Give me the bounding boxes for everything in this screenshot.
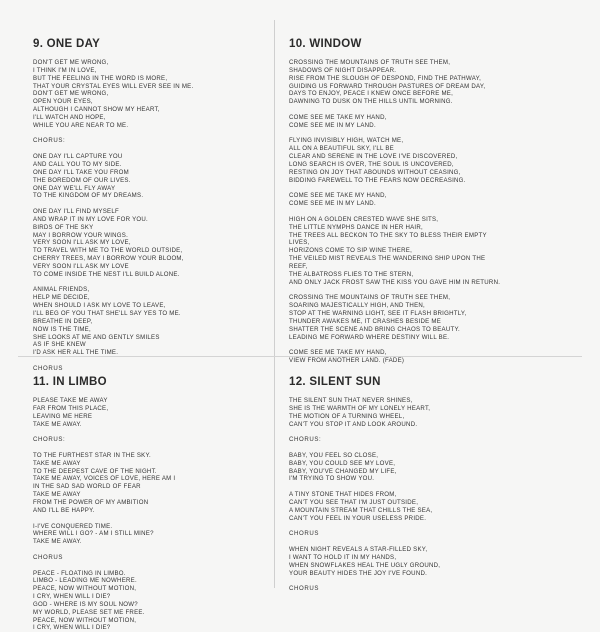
lyric-line: TO THE FURTHEST STAR IN THE SKY.: [33, 451, 151, 459]
stanza-gap: [289, 577, 589, 585]
lyric-line: THE SILENT SUN THAT NEVER SHINES,: [289, 397, 413, 404]
lyric-line: THE VEILED MIST REVEALS THE WANDERING SHIP UPON THE: [289, 255, 486, 263]
lyric-line: TAKE ME AWAY, VOICES OF LOVE, HERE AM I: [33, 475, 176, 483]
lyric-line: VIEW FROM ANOTHER LAND. (FADE): [289, 357, 405, 365]
stanza-gap: [289, 428, 589, 436]
song-lyrics: [33, 397, 269, 632]
lyric-line: THE TREES ALL BECKON TO THE SKY TO BLESS THEIR EMPTY: [289, 231, 487, 239]
lyric-line: NOW IS THE TIME,: [33, 325, 91, 333]
lyric-line: TAKE ME AWAY.: [33, 420, 82, 428]
lyric-line: LEAVING ME HERE: [33, 412, 93, 420]
column-divider: [274, 20, 275, 588]
lyric-line: PLEASE TAKE ME AWAY: [33, 397, 108, 404]
lyric-line: AS IF SHE KNEW: [33, 341, 86, 349]
lyric-line: I'LL BEG OF YOU THAT SHE'LL SAY YES TO ME.: [33, 310, 181, 317]
stanza-gap: [33, 515, 269, 523]
stanza-gap: [289, 341, 589, 349]
lyric-line: DON'T GET ME WRONG,: [33, 59, 109, 66]
lyric-line: WHILE YOU ARE NEAR TO ME.: [33, 121, 129, 129]
lyric-line: TO THE KINGDOM OF MY DREAMS.: [33, 192, 144, 200]
lyric-line: LIVES,: [289, 239, 310, 247]
lyric-line: RESTING ON JOY THAT ABOUNDS WITHOUT CEASING,: [289, 168, 461, 176]
lyric-line: COME SEE ME TAKE MY HAND,: [289, 192, 387, 200]
lyric-line: SHADOWS OF NIGHT DISAPPEAR.: [289, 66, 397, 74]
lyric-line: THUNDER AWAKES ME, IT CRASHES BESIDE ME: [289, 317, 442, 325]
lyric-line: I THINK I'M IN LOVE,: [33, 66, 97, 74]
lyric-line: GOD - WHERE IS MY SOUL NOW?: [33, 600, 138, 608]
stanza-gap: [33, 428, 269, 436]
song-title: 9. ONE DAY: [33, 38, 101, 50]
lyric-line: PEACE - FLOATING IN LIMBO.: [33, 569, 126, 577]
lyric-line: ANIMAL FRIENDS,: [33, 286, 90, 294]
lyric-line: LIMBO - LEADING ME NOWHERE.: [33, 577, 137, 585]
lyric-line: I'M TRYING TO SHOW YOU.: [289, 475, 375, 483]
lyric-line: PEACE, NOW WITHOUT MOTION,: [33, 585, 137, 593]
chorus-label: CHORUS: [33, 553, 64, 561]
lyric-line: THE ALBATROSS FLIES TO THE STERN,: [289, 270, 414, 278]
lyric-line: HELP ME DECIDE,: [33, 294, 90, 302]
lyric-line: MAY I BORROW YOUR WINGS.: [33, 231, 129, 239]
lyric-line: I CRY, WHEN WILL I DIE?: [33, 593, 111, 601]
lyric-line: THE LITTLE NYMPHS DANCE IN HER HAIR,: [289, 223, 423, 231]
lyric-line: I'D ASK HER ALL THE TIME.: [33, 349, 119, 357]
stanza-gap: [33, 546, 269, 554]
lyric-line: GUIDING US FORWARD THROUGH PASTURES OF DREAM DAY,: [289, 82, 486, 90]
chorus-label: CHORUS:: [33, 436, 66, 444]
lyric-line: WHERE WILL I GO? - AM I STILL MINE?: [33, 530, 154, 538]
lyric-line: VERY SOON I'LL ASK MY LOVE,: [33, 239, 131, 247]
song-title: 11. IN LIMBO: [33, 376, 107, 388]
lyric-line: I CRY, WHEN WILL I DIE?: [33, 624, 111, 632]
stanza-gap: [33, 357, 269, 365]
lyric-line: DON'T GET ME WRONG,: [33, 90, 109, 98]
lyric-line: PEACE, NOW WITHOUT MOTION,: [33, 616, 137, 624]
lyric-line: THAT YOUR CRYSTAL EYES WILL EVER SEE IN ME.: [33, 82, 194, 90]
chorus-label: CHORUS:: [33, 137, 66, 145]
lyric-line: HORIZONS COME TO SIP WINE THERE,: [289, 247, 413, 255]
stanza-gap: [289, 208, 589, 216]
lyric-line: SHATTER THE SCENE AND BRING CHAOS TO BEAUTY.: [289, 325, 460, 333]
song-one-day: [33, 38, 269, 372]
stanza-gap: [33, 444, 269, 452]
lyric-line: SOARING MAJESTICALLY HIGH, AND THEN,: [289, 302, 425, 310]
stanza-gap: [33, 130, 269, 138]
lyric-line: CAN'T YOU SEE THAT I'M JUST OUTSIDE,: [289, 498, 419, 506]
lyric-line: DAYS TO ENJOY, PEACE I KNEW ONCE BEFORE ME,: [289, 90, 454, 98]
lyric-line: BREATHE IN DEEP,: [33, 317, 93, 325]
lyric-line: OPEN YOUR EYES,: [33, 98, 93, 106]
song-title: 10. WINDOW: [289, 38, 362, 50]
lyric-line: BABY, YOU COULD SEE MY LOVE,: [289, 459, 396, 467]
lyric-line: A MOUNTAIN STREAM THAT CHILLS THE SEA,: [289, 506, 433, 514]
song-lyrics: [289, 59, 589, 365]
lyric-line: AND WRAP IT IN MY LOVE FOR YOU.: [33, 215, 148, 223]
song-title: 12. SILENT SUN: [289, 376, 381, 388]
lyric-line: YOUR BEAUTY HIDES THE JOY I'VE FOUND.: [289, 569, 428, 577]
lyric-line: FROM THE POWER OF MY AMBITION: [33, 498, 149, 506]
stanza-gap: [33, 562, 269, 570]
lyric-line: CLEAR AND SERENE IN THE LOVE I'VE DISCOVERED,: [289, 153, 458, 161]
lyric-line: COME SEE ME IN MY LAND.: [289, 121, 376, 129]
lyric-line: I WANT TO HOLD IT IN MY HANDS,: [289, 553, 397, 561]
lyric-line: CHERRY TREES, MAY I BORROW YOUR BLOOM,: [33, 255, 184, 263]
lyric-line: HIGH ON A GOLDEN CRESTED WAVE SHE SITS,: [289, 215, 439, 223]
stanza-gap: [289, 286, 589, 294]
lyric-line: BUT THE FEELING IN THE WORD IS MORE,: [33, 74, 168, 82]
stanza-gap: [289, 106, 589, 114]
stanza-gap: [289, 130, 589, 138]
song-silent-sun: [289, 376, 589, 594]
lyric-line: BABY, YOU FEEL SO CLOSE,: [289, 451, 379, 459]
lyric-line: ONE DAY I'LL CAPTURE YOU: [33, 153, 123, 161]
lyric-line: LEADING ME FORWARD WHERE DESTINY WILL BE.: [289, 333, 450, 341]
lyric-line: FLYING INVISIBLY HIGH, WATCH ME,: [289, 137, 404, 145]
lyric-line: TO THE DEEPEST CAVE OF THE NIGHT.: [33, 467, 157, 475]
lyric-line: AND CALL YOU TO MY SIDE.: [33, 160, 122, 168]
lyric-line: DAWNING TO DUSK ON THE HILLS UNTIL MORNING.: [289, 98, 453, 106]
lyric-line: SHE LOOKS AT ME AND GENTLY SMILES: [33, 333, 160, 341]
lyric-line: BABY, YOU'VE CHANGED MY LIFE,: [289, 467, 397, 475]
lyric-line: AND I'LL BE HAPPY.: [33, 506, 95, 514]
lyric-line: RISE FROM THE SLOUGH OF DESPOND, FIND THE PATHWAY,: [289, 74, 482, 82]
song-lyrics: [289, 397, 589, 593]
lyric-line: ONE DAY I'LL FIND MYSELF: [33, 208, 119, 216]
lyric-line: I'LL WATCH AND HOPE,: [33, 113, 106, 121]
lyric-line: CAN'T YOU STOP IT AND LOOK AROUND.: [289, 420, 418, 428]
lyric-line: COME SEE ME TAKE MY HAND,: [289, 349, 387, 357]
chorus-label: CHORUS: [33, 364, 64, 372]
stanza-gap: [33, 200, 269, 208]
lyric-line: COME SEE ME TAKE MY HAND,: [289, 113, 387, 121]
lyric-line: IN THE SAD SAD WORLD OF FEAR: [33, 483, 141, 491]
lyric-line: WHEN SHOULD I ASK MY LOVE TO LEAVE,: [33, 302, 166, 310]
lyric-line: VERY SOON I'LL ASK MY LOVE: [33, 262, 129, 270]
lyric-line: CROSSING THE MOUNTAINS OF TRUTH SEE THEM,: [289, 59, 451, 66]
stanza-gap: [289, 523, 589, 531]
lyric-line: COME SEE ME IN MY LAND.: [289, 200, 376, 208]
lyric-line: WHEN SNOWFLAKES HEAL THE UGLY GROUND,: [289, 561, 441, 569]
stanza-gap: [33, 279, 269, 287]
lyric-line: ONE DAY I'LL TAKE YOU FROM: [33, 168, 129, 176]
stanza-gap: [289, 538, 589, 546]
lyric-line: LONG SEARCH IS OVER, THE SOUL IS UNCOVERED,: [289, 160, 454, 168]
lyric-line: THE MOTION OF A TURNING WHEEL,: [289, 412, 405, 420]
lyric-line: ONE DAY WE'LL FLY AWAY: [33, 184, 116, 192]
stanza-gap: [289, 483, 589, 491]
lyric-line: TO COME INSIDE THE NEST I'LL BUILD ALONE.: [33, 270, 180, 278]
lyric-line: FAR FROM THIS PLACE,: [33, 404, 109, 412]
song-in-limbo: [33, 376, 269, 632]
chorus-label: CHORUS: [289, 585, 320, 593]
lyric-line: ALL ON A BEAUTIFUL SKY, I'LL BE: [289, 145, 394, 153]
lyric-line: TO TRAVEL WITH ME TO THE WORLD OUTSIDE,: [33, 247, 183, 255]
stanza-gap: [33, 145, 269, 153]
lyric-line: REEF,: [289, 262, 308, 270]
lyric-line: TAKE ME AWAY: [33, 491, 81, 499]
lyric-line: TAKE ME AWAY.: [33, 538, 82, 546]
lyric-line: AND ONLY JACK FROST SAW THE KISS YOU GAVE HIM IN RETURN.: [289, 278, 501, 286]
lyric-line: SHE IS THE WARMTH OF MY LONELY HEART,: [289, 404, 431, 412]
lyric-line: WHEN NIGHT REVEALS A STAR-FILLED SKY,: [289, 546, 428, 554]
song-lyrics: [33, 59, 269, 373]
stanza-gap: [289, 444, 589, 452]
chorus-label: CHORUS:: [289, 436, 322, 444]
lyric-line: MY WORLD, PLEASE SET ME FREE.: [33, 608, 145, 616]
lyric-line: THE BOREDOM OF OUR LIVES.: [33, 176, 131, 184]
chorus-label: CHORUS: [289, 530, 320, 538]
lyric-line: ALTHOUGH I CANNOT SHOW MY HEART,: [33, 106, 160, 114]
lyric-line: CAN'T YOU FEEL IN YOUR USELESS PRIDE.: [289, 514, 427, 522]
lyric-line: STOP AT THE WARNING LIGHT, SEE IT FLASH BRIGHTLY,: [289, 310, 467, 317]
stanza-gap: [289, 185, 589, 193]
lyric-line: TAKE ME AWAY: [33, 459, 81, 467]
lyric-line: A TINY STONE THAT HIDES FROM,: [289, 491, 397, 499]
lyric-line: I-I'VE CONQUERED TIME.: [33, 522, 113, 530]
lyric-line: CROSSING THE MOUNTAINS OF TRUTH SEE THEM,: [289, 294, 451, 302]
lyric-line: BIRDS OF THE SKY: [33, 223, 94, 231]
lyric-line: BIDDING FAREWELL TO THE FEARS NOW DECREASING.: [289, 176, 466, 184]
song-window: [289, 38, 589, 365]
